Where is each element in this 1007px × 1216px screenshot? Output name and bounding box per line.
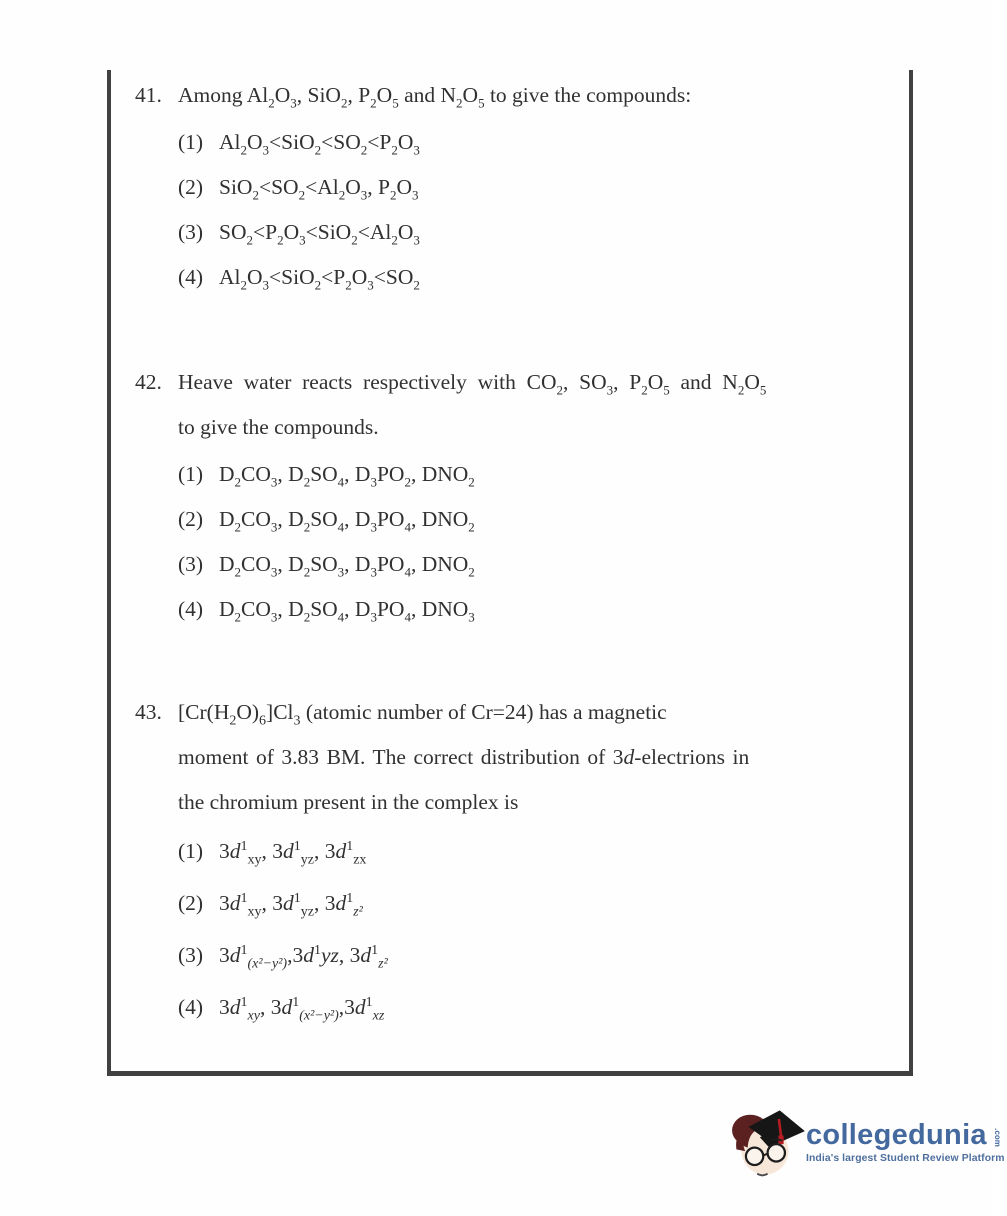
option-row xyxy=(178,940,883,970)
option-label: (2) xyxy=(178,507,204,531)
options-list xyxy=(178,461,883,623)
option-row xyxy=(178,219,883,246)
option-label: (4) xyxy=(178,265,204,289)
brand-tagline: India's largest Student Review Platform xyxy=(806,1153,1005,1164)
option-label: (1) xyxy=(178,839,204,863)
option-formula: $3d^1_{xy}$, $3d^1_{yz}$, $3d^1_{z^2}$ xyxy=(219,890,363,920)
option-label: (3) xyxy=(178,220,204,244)
option-row xyxy=(178,551,883,578)
question-box xyxy=(107,70,913,1076)
option-label: (1) xyxy=(178,130,204,154)
option-formula: $D_2CO_3$, $D_2SO_4$, $D_3PO_4$, $DNO_3$ xyxy=(219,597,475,625)
option-row xyxy=(178,264,883,291)
option-formula: $D_2CO_3$, $D_2SO_4$, $D_3PO_4$, $DNO_2$ xyxy=(219,507,475,535)
option-row xyxy=(178,888,883,918)
option-label: (3) xyxy=(178,552,204,576)
question-43 xyxy=(135,699,883,1044)
option-formula: $3d^1_{xy}$, $3d^1_{(x^2-y^2)},3d^1_{xz}$ xyxy=(219,994,385,1024)
option-formula: $Al_2O_3<SiO_2<P_2O_3<SO_2$ xyxy=(219,265,420,293)
question-text-line: Among $Al_2O_3$, SiO$_2$, $P_2O_5$ and $N_2O_5$ to give the compounds: xyxy=(178,83,692,111)
option-formula: $SO_2<P_2O_3<SiO_2<Al_2O_3$ xyxy=(219,220,420,248)
option-formula: $SiO_2<SO_2<Al_2O_3$, $P_2O_3$ xyxy=(219,175,419,203)
option-label: (4) xyxy=(178,597,204,621)
question-text-line: to give the compounds. xyxy=(178,415,379,439)
options-list xyxy=(178,129,883,291)
option-label: (4) xyxy=(178,995,204,1019)
brand-domain: .com xyxy=(992,1128,1002,1147)
question-text-line: moment of 3.83 BM. The correct distribution of 3d-electrions in xyxy=(178,745,750,769)
option-row xyxy=(178,836,883,866)
option-formula: $3d^1_{(x^2-y^2)},3d^1yz$, $3d^1_{z^2}$ xyxy=(219,942,388,972)
question-text-line: the chromium present in the complex is xyxy=(178,790,519,814)
option-label: (1) xyxy=(178,462,204,486)
question-41 xyxy=(135,82,883,309)
question-text-line: $[Cr(H_2O)_6]Cl_3$ (atomic number of Cr=24) has a magnetic xyxy=(178,700,667,729)
collegedunia-logo xyxy=(726,1098,1005,1186)
option-row xyxy=(178,461,883,488)
option-row xyxy=(178,129,883,156)
graduate-boy-icon xyxy=(726,1099,804,1185)
option-formula: $D_2CO_3$, $D_2SO_4$, $D_3PO_2$, $DNO_2$ xyxy=(219,462,475,490)
question-text-line: Heave water reacts respectively with $CO_2$, $SO_3$, $P_2O_5$ and $N_2O_5$ xyxy=(178,370,767,398)
option-label: (2) xyxy=(178,175,204,199)
question-42 xyxy=(135,369,883,641)
option-row xyxy=(178,174,883,201)
option-row xyxy=(178,506,883,533)
option-row xyxy=(178,596,883,623)
option-label: (3) xyxy=(178,943,204,967)
option-formula: $D_2CO_3$, $D_2SO_3$, $D_3PO_4$, $DNO_2$ xyxy=(219,552,475,580)
question-number: 43. xyxy=(135,700,162,724)
option-formula: $Al_2O_3<SiO_2<SO_2<P_2O_3$ xyxy=(219,130,420,158)
option-row xyxy=(178,992,883,1022)
brand-name: collegedunia xyxy=(806,1119,987,1151)
question-number: 41. xyxy=(135,83,162,107)
option-label: (2) xyxy=(178,891,204,915)
options-list xyxy=(178,836,883,1022)
option-formula: $3d^1_{xy}$, $3d^1_{yz}$, $3d^1_{zx}$ xyxy=(219,838,367,868)
question-number: 42. xyxy=(135,370,162,394)
